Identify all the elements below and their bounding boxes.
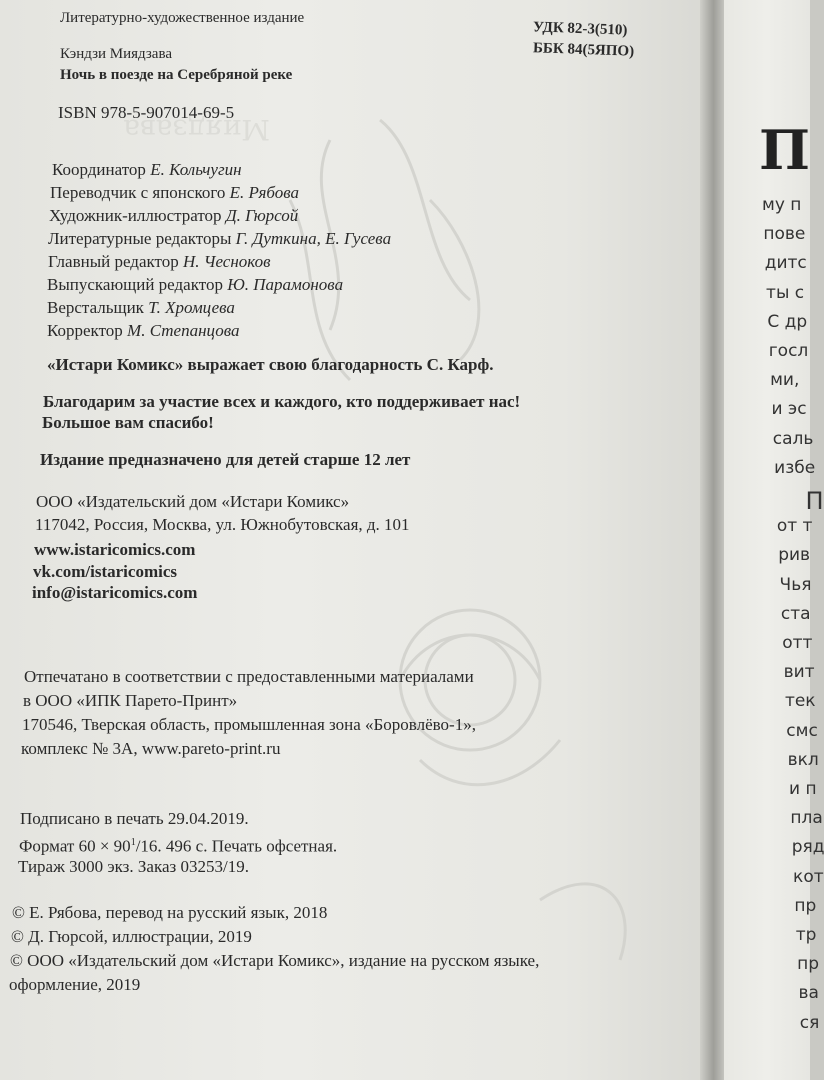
- right-text-fragment: Чья: [779, 574, 812, 595]
- signed-date: Подписано в печать 29.04.2019.: [20, 809, 249, 828]
- publisher-address: 117042, Россия, Москва, ул. Южнобутовская, д. 101: [35, 515, 410, 534]
- age-rating: Издание предназначено для детей старше 12 лет: [40, 450, 411, 469]
- right-text-fragment: рив: [778, 545, 811, 566]
- credit-layout: Верстальщик Т. Хромцева: [47, 298, 235, 317]
- credit-literary-editors: Литературные редакторы Г. Дуткина, Е. Гусева: [48, 229, 392, 248]
- right-text-fragment: саль: [772, 428, 814, 449]
- right-text-fragment: ва: [798, 983, 819, 1004]
- thanks-line-1: «Истари Комикс» выражает свою благодарность С. Карф.: [47, 355, 494, 374]
- right-text-fragment: кот: [793, 866, 824, 887]
- publisher-email: info@istaricomics.com: [32, 583, 198, 602]
- right-text-fragment: пр: [797, 954, 819, 975]
- edition-type: Литературно-художественное издание: [60, 10, 305, 26]
- bbk-code: ББК 84(5ЯПО): [532, 40, 635, 60]
- publisher-vk: vk.com/istaricomics: [33, 562, 177, 581]
- printing-line-3: 170546, Тверская область, промышленная зона «Боровлёво-1»,: [22, 715, 476, 734]
- credit-managing-editor: Выпускающий редактор Ю. Парамонова: [47, 275, 344, 294]
- format-spec: Формат $60 \times 90^1/16$. 496 с. Печать офсетная.: [19, 836, 338, 856]
- credit-proofreader: Корректор М. Степанцова: [47, 321, 240, 340]
- printing-line-2: в ООО «ИПК Парето-Принт»: [23, 691, 238, 710]
- right-text-fragment: смс: [786, 720, 818, 741]
- printing-line-1: Отпечатано в соответствии с предоставленными материалами: [24, 667, 474, 686]
- right-text-fragment: пр: [794, 895, 817, 916]
- drop-cap: П: [759, 118, 810, 182]
- right-text-fragment: дитс: [764, 253, 807, 274]
- right-page: [724, 0, 824, 1080]
- right-text-fragment: ряд: [791, 837, 824, 858]
- thanks-line-2: Благодарим за участие всех и каждого, кто поддерживает нас!: [43, 392, 521, 411]
- credit-coordinator: Координатор Е. Кольчугин: [52, 160, 242, 179]
- right-text-fragment: пла: [790, 808, 823, 829]
- right-text-fragment: ста: [780, 603, 811, 624]
- copyright-translation: © Е. Рябова, перевод на русский язык, 2018: [12, 903, 328, 922]
- right-text-fragment: и п: [789, 779, 817, 799]
- copyright-illustrations: © Д. Гюрсой, иллюстрации, 2019: [11, 927, 252, 946]
- thanks-line-3: Большое вам спасибо!: [42, 413, 214, 432]
- credit-illustrator: Художник-иллюстратор Д. Гюрсой: [49, 206, 299, 225]
- right-text-fragment: и эс: [771, 399, 807, 420]
- credit-translator: Переводчик с японского Е. Рябова: [50, 183, 299, 202]
- copyright-design: оформление, 2019: [9, 975, 141, 994]
- right-text-fragment: тр: [795, 925, 817, 945]
- right-text-fragment: ся: [799, 1012, 820, 1033]
- right-text-fragment: пове: [763, 224, 806, 245]
- publisher-website: www.istaricomics.com: [34, 540, 196, 559]
- udk-code: УДК 82-3(510): [532, 19, 628, 39]
- right-text-fragment: от т: [776, 516, 813, 537]
- right-text-fragment: ми,: [770, 370, 800, 391]
- svg-text:Миядзава: Миядзава: [123, 113, 270, 146]
- credit-chief-editor: Главный редактор Н. Чесноков: [48, 252, 271, 271]
- print-run: Тираж 3000 экз. Заказ 03253/19.: [18, 857, 249, 876]
- right-text-fragment: вит: [783, 662, 815, 683]
- book-title: Ночь в поезде на Серебряной реке: [60, 67, 293, 83]
- right-text-fragment: П: [805, 487, 824, 515]
- publisher-name: ООО «Издательский дом «Истари Комикс»: [36, 492, 350, 511]
- right-text-fragment: избе: [774, 457, 816, 478]
- right-text-fragment: отт: [782, 633, 813, 653]
- right-text-fragment: С др: [767, 311, 808, 332]
- printing-line-4: комплекс № 3А, www.pareto-print.ru: [21, 739, 281, 758]
- right-text-fragment: госл: [768, 341, 809, 361]
- copyright-edition: © ООО «Издательский дом «Истари Комикс», издание на русском языке,: [10, 951, 540, 970]
- right-text-fragment: ты с: [766, 282, 805, 303]
- right-text-fragment: му п: [762, 195, 802, 215]
- isbn: ISBN 978-5-907014-69-5: [58, 103, 235, 122]
- author: Кэндзи Миядзава: [60, 46, 172, 62]
- right-text-fragment: вкл: [787, 749, 819, 770]
- right-text-fragment: тек: [784, 691, 816, 712]
